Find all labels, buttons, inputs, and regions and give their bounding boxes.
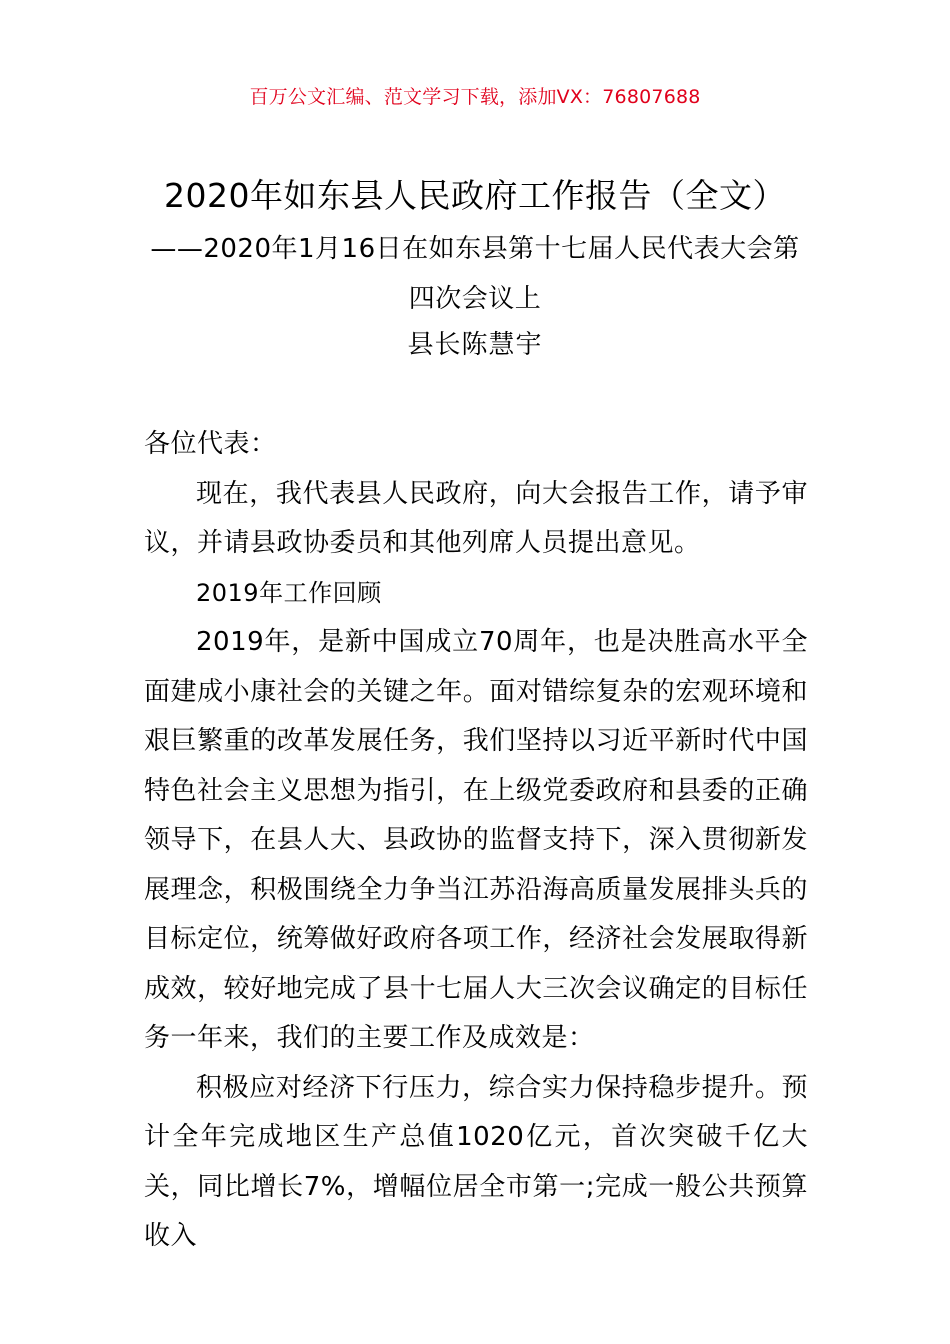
report-subtitle: ——2020年1月16日在如东县第十七届人民代表大会第四次会议上 — [150, 234, 800, 314]
review-paragraph: 2019年，是新中国成立70周年，也是决胜高水平全面建成小康社会的关键之年。面对错综复杂的宏观环境和艰巨繁重的改革发展任务，我们坚持以习近平新时代中国特色社会主义思想为指引，在上级党委政府和县委的正确领导下，在县人大、县政协的监督支持下，深入贯彻新发展理念，积极围绕全力争当江苏沿海高质量发展排头兵的目标定位，统筹做好政府各项工作，经济社会发展取得新成效，较好地完成了县十七届人大三次会议确定的目标任务一年来，我们的主要工作及成效是： — [144, 627, 808, 1053]
report-author: 县长陈慧宇 — [407, 330, 543, 360]
promo-header: 百万公文汇编、范文学习下载，添加VX：76807688 — [249, 86, 701, 108]
section-heading: 2019年工作回顾 — [196, 578, 382, 607]
intro-paragraph: 现在，我代表县人民政府，向大会报告工作，请予审议，并请县政协委员和其他列席人员提出意见。 — [144, 478, 808, 558]
salutation: 各位代表： — [144, 429, 277, 459]
report-title: 2020年如东县人民政府工作报告（全文） — [164, 176, 786, 215]
economy-paragraph: 积极应对经济下行压力，综合实力保持稳步提升。预计全年完成地区生产总值1020亿元，首次突破千亿大关，同比增长7%，增幅位居全市第一;完成一般公共预算收入 — [144, 1072, 808, 1251]
report-body — [144, 420, 808, 1262]
